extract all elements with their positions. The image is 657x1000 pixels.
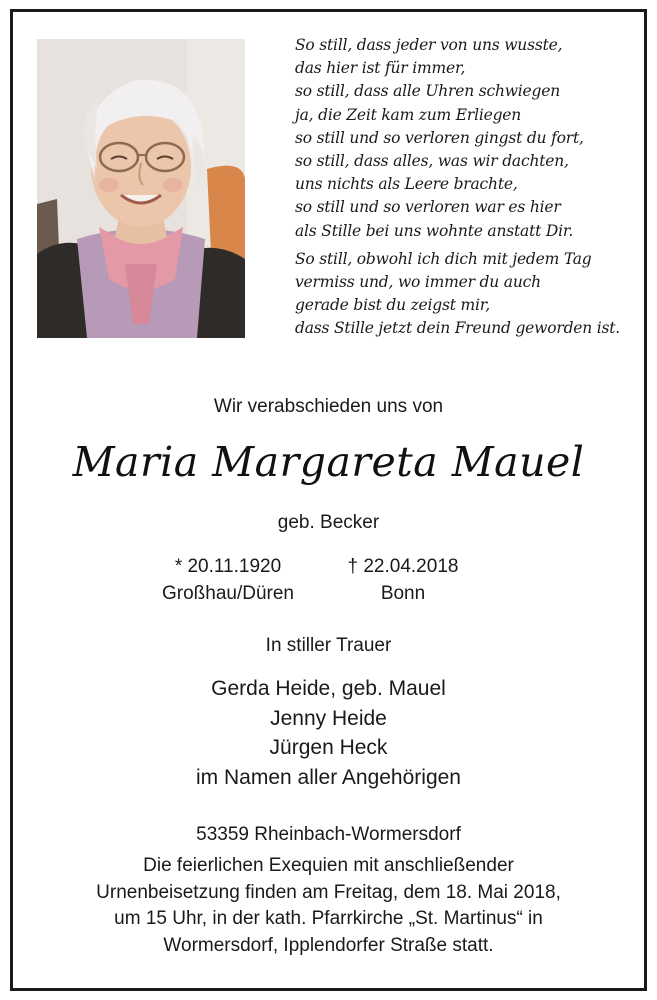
poem-line: so still, dass alles, was wir dachten, (295, 152, 569, 171)
poem-line: uns nichts als Leere brachte, (295, 175, 518, 194)
poem-line: so still und so verloren war es hier (295, 198, 561, 217)
mourner: Jenny Heide (270, 706, 387, 730)
poem-line: ja, die Zeit kam zum Erliegen (295, 105, 522, 124)
ceremony-line: um 15 Uhr, in der kath. Pfarrkirche „St. Martinus“ in (114, 908, 543, 929)
poem-line: so still und so verloren gingst du fort, (295, 128, 584, 147)
poem-line: So still, dass jeder von uns wusste, (295, 36, 563, 54)
poem-line: gerade bist du zeigst mir, (295, 296, 491, 315)
poem-line: dass Stille jetzt dein Freund geworden ist. (295, 319, 621, 338)
poem-line: so still, dass alle Uhren schwiegen (295, 82, 561, 101)
birth-info (128, 553, 328, 607)
mourners-list (13, 674, 644, 792)
poem-line: das hier ist für immer, (295, 59, 466, 78)
intro-text: Wir verabschieden uns von (213, 396, 444, 417)
ceremony-line: Die feierlichen Exequien mit anschließender (143, 855, 514, 876)
deceased-name: Maria Margareta Mauel (72, 438, 585, 486)
obituary-frame (10, 9, 647, 991)
ceremony-line: Wormersdorf, Ipplendorfer Straße statt. (163, 934, 494, 956)
death-info (303, 553, 503, 607)
ceremony-details (13, 853, 644, 959)
poem-line: als Stille bei uns wohnte anstatt Dir. (295, 221, 574, 240)
portrait-photo (37, 39, 245, 338)
mourning-label: In stiller Trauer (265, 635, 392, 656)
maiden-name: geb. Becker (277, 512, 380, 533)
death-date: † 22.04.2018 (347, 556, 459, 577)
poem-line: vermiss und, wo immer du auch (295, 273, 541, 292)
poem-line: So still, obwohl ich dich mit jedem Tag (295, 249, 592, 268)
poem-stanza-1 (295, 34, 640, 243)
ceremony-line: Urnenbeisetzung finden am Freitag, dem 18. Mai 2018, (96, 881, 561, 903)
birth-date: * 20.11.1920 (174, 556, 282, 577)
mourner: im Namen aller Angehörigen (196, 765, 461, 789)
address: 53359 Rheinbach-Wormersdorf (196, 824, 461, 845)
death-place: Bonn (380, 583, 426, 604)
birth-place: Großhau/Düren (161, 583, 294, 604)
poem-stanza-2 (295, 248, 640, 341)
mourner: Gerda Heide, geb. Mauel (211, 677, 446, 700)
poem (295, 34, 640, 341)
mourner: Jürgen Heck (269, 736, 388, 759)
